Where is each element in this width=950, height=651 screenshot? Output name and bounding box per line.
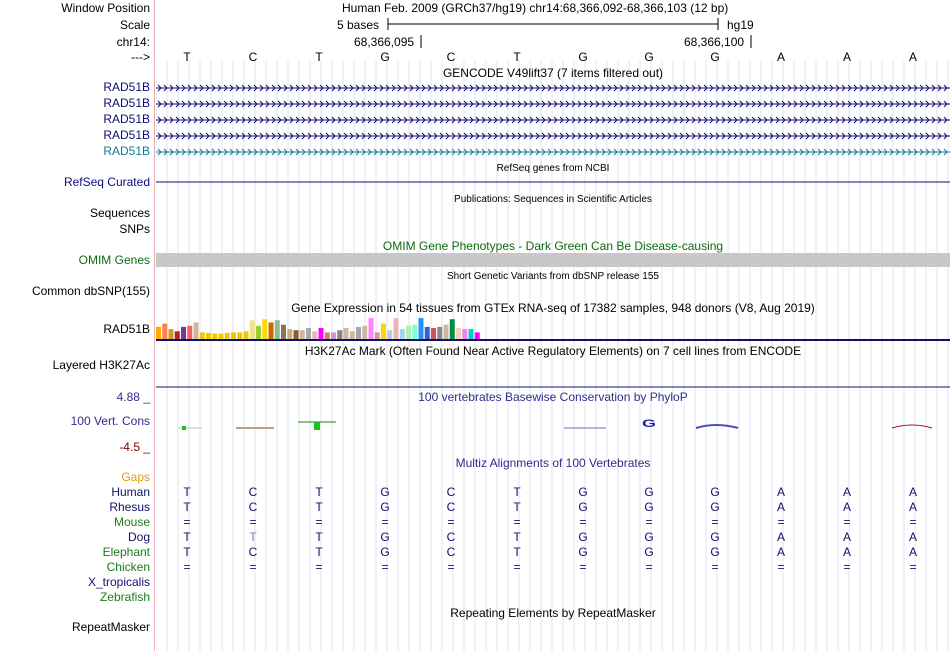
gtex-bar bbox=[356, 327, 361, 339]
alignment-base: T bbox=[513, 500, 521, 514]
gtex-bar bbox=[200, 332, 205, 339]
alignment-base: = bbox=[381, 515, 389, 529]
phylop-min-label: -4.5 _ bbox=[119, 440, 150, 454]
species-label[interactable]: Rhesus bbox=[109, 500, 150, 514]
gtex-bar bbox=[256, 326, 261, 339]
reference-base: A bbox=[776, 50, 785, 64]
gtex-bar bbox=[237, 332, 242, 339]
alignment-base: T bbox=[315, 485, 323, 499]
alignment-base: = bbox=[645, 515, 653, 529]
gtex-bar bbox=[219, 334, 224, 340]
gencode-transcript bbox=[156, 117, 950, 123]
alignment-base: = bbox=[513, 515, 521, 529]
alignment-base: A bbox=[908, 485, 917, 499]
dbsnp-label[interactable]: Common dbSNP(155) bbox=[31, 284, 150, 298]
alignment-base: T bbox=[315, 545, 323, 559]
gtex-bar bbox=[169, 329, 174, 339]
reference-base: T bbox=[513, 50, 521, 64]
alignment-base: T bbox=[183, 530, 191, 544]
alignment-base: G bbox=[578, 530, 588, 544]
gtex-bar bbox=[344, 328, 349, 339]
alignment-base: T bbox=[315, 530, 323, 544]
gtex-bar bbox=[362, 326, 367, 339]
track-image-area[interactable] bbox=[156, 0, 950, 651]
alignment-base: = bbox=[183, 515, 191, 529]
alignment-base: T bbox=[315, 500, 323, 514]
alignment-base: T bbox=[249, 530, 257, 544]
gencode-item-label[interactable]: RAD51B bbox=[103, 96, 150, 110]
gtex-bar bbox=[319, 328, 324, 339]
gtex-bar bbox=[450, 319, 455, 339]
gencode-transcript bbox=[156, 133, 950, 139]
alignment-base: G bbox=[710, 500, 720, 514]
gtex-bar bbox=[181, 327, 186, 339]
gtex-track-title: Gene Expression in 54 tissues from GTEx RNA-seq of 17382 samples, 948 donors (V8, Aug 2019) bbox=[291, 301, 815, 315]
refseq-track-title: RefSeq genes from NCBI bbox=[496, 163, 610, 174]
alignment-base: C bbox=[248, 485, 258, 499]
gencode-item-label[interactable]: RAD51B bbox=[103, 144, 150, 158]
gtex-bar bbox=[331, 332, 336, 339]
alignment-base: T bbox=[183, 485, 191, 499]
alignment-base: C bbox=[248, 545, 258, 559]
gencode-item-label[interactable]: RAD51B bbox=[103, 128, 150, 142]
repeatmasker-track-title: Repeating Elements by RepeatMasker bbox=[450, 606, 656, 620]
omim-genes-label[interactable]: OMIM Genes bbox=[78, 253, 150, 267]
gtex-bar bbox=[369, 318, 374, 339]
alignment-base: A bbox=[908, 500, 917, 514]
species-label[interactable]: Elephant bbox=[102, 545, 150, 559]
gtex-bar bbox=[381, 324, 386, 339]
gencode-transcript bbox=[156, 101, 950, 107]
reference-base: A bbox=[842, 50, 851, 64]
alignment-base: A bbox=[842, 530, 851, 544]
window-position-text: Human Feb. 2009 (GRCh37/hg19) chr14:68,366,092-68,366,103 (12 bp) bbox=[342, 1, 729, 15]
gtex-bar bbox=[325, 332, 330, 339]
gtex-bar bbox=[231, 332, 236, 339]
gtex-bar bbox=[250, 320, 255, 339]
alignment-base: G bbox=[644, 530, 654, 544]
gtex-bar bbox=[244, 331, 249, 339]
alignment-base: = bbox=[843, 560, 851, 574]
alignment-base: C bbox=[248, 500, 258, 514]
alignment-base: = bbox=[513, 560, 521, 574]
phylop-max-label: 4.88 _ bbox=[116, 390, 150, 404]
alignment-base: = bbox=[909, 515, 917, 529]
gtex-gene-label[interactable]: RAD51B bbox=[103, 322, 150, 336]
alignment-base: G bbox=[710, 485, 720, 499]
alignment-base: C bbox=[446, 485, 456, 499]
species-label[interactable]: Mouse bbox=[113, 515, 150, 529]
alignment-base: = bbox=[711, 515, 719, 529]
reference-base: G bbox=[710, 50, 720, 64]
alignment-base: G bbox=[380, 500, 390, 514]
alignment-base: G bbox=[380, 545, 390, 559]
alignment-base: = bbox=[315, 560, 323, 574]
window-position-label: Window Position bbox=[61, 1, 150, 15]
alignment-base: = bbox=[315, 515, 323, 529]
alignment-base: A bbox=[776, 485, 785, 499]
gtex-bar bbox=[187, 326, 192, 339]
alignment-base: C bbox=[446, 530, 456, 544]
reference-base: A bbox=[908, 50, 917, 64]
gtex-bar bbox=[425, 327, 430, 339]
alignment-base: T bbox=[513, 545, 521, 559]
scale-text: 5 bases bbox=[337, 18, 380, 32]
gtex-bar bbox=[269, 323, 274, 340]
alignment-base: = bbox=[183, 560, 191, 574]
alignment-base: G bbox=[644, 485, 654, 499]
h3k27ac-baseline bbox=[156, 385, 950, 389]
gtex-bar bbox=[212, 334, 217, 340]
alignment-base: = bbox=[909, 560, 917, 574]
species-label[interactable]: X_tropicalis bbox=[87, 575, 150, 589]
gtex-bar bbox=[475, 332, 480, 339]
gaps-label: Gaps bbox=[121, 470, 150, 484]
gtex-bar bbox=[431, 328, 436, 339]
alignment-base: G bbox=[644, 500, 654, 514]
repeatmasker-label[interactable]: RepeatMasker bbox=[71, 620, 150, 634]
chrom-label: chr14: bbox=[116, 35, 150, 49]
gtex-bar bbox=[156, 327, 161, 339]
reference-base: G bbox=[578, 50, 588, 64]
phylop-logo-g: G bbox=[641, 418, 657, 430]
species-label[interactable]: Zebrafish bbox=[99, 590, 150, 604]
alignment-base: = bbox=[447, 515, 455, 529]
gtex-bar bbox=[375, 332, 380, 339]
refseq-curated-label[interactable]: RefSeq Curated bbox=[63, 175, 150, 189]
alignment-base: = bbox=[645, 560, 653, 574]
h3k27ac-label[interactable]: Layered H3K27Ac bbox=[52, 358, 150, 372]
alignment-base: G bbox=[578, 485, 588, 499]
assembly-text: hg19 bbox=[727, 18, 754, 32]
reference-base: C bbox=[248, 50, 258, 64]
alignment-base: A bbox=[908, 545, 917, 559]
phylop-mark bbox=[314, 422, 320, 430]
gtex-bar bbox=[225, 333, 230, 339]
alignment-base: T bbox=[183, 500, 191, 514]
gencode-item-label[interactable]: RAD51B bbox=[103, 112, 150, 126]
h3k27ac-track-title: H3K27Ac Mark (Often Found Near Active Regulatory Elements) on 7 cell lines from ENCODE bbox=[304, 344, 802, 358]
phylop-mark bbox=[182, 426, 186, 430]
alignment-base: = bbox=[579, 560, 587, 574]
gtex-bar bbox=[400, 329, 405, 339]
alignment-base: A bbox=[776, 500, 785, 514]
gtex-bar bbox=[394, 318, 399, 339]
strand-label: ---> bbox=[131, 50, 150, 64]
phylop-track-label[interactable]: 100 Vert. Cons bbox=[70, 414, 150, 428]
gtex-bar bbox=[162, 324, 167, 339]
refseq-transcript[interactable] bbox=[156, 177, 950, 187]
gtex-bar bbox=[406, 326, 411, 339]
coord-left-text: 68,366,095 bbox=[354, 35, 415, 49]
gtex-bar bbox=[337, 330, 342, 339]
publications-track-title: Publications: Sequences in Scientific Articles bbox=[454, 194, 652, 205]
alignment-base: = bbox=[579, 515, 587, 529]
gtex-bar bbox=[262, 319, 267, 339]
phylop-track-title: 100 vertebrates Basewise Conservation by PhyloP bbox=[418, 390, 688, 404]
gencode-transcript bbox=[156, 149, 950, 155]
gtex-bar bbox=[275, 320, 280, 339]
alignment-base: G bbox=[644, 545, 654, 559]
alignment-base: A bbox=[908, 530, 917, 544]
gtex-bar bbox=[294, 330, 299, 339]
alignment-base: G bbox=[710, 530, 720, 544]
alignment-base: = bbox=[711, 560, 719, 574]
alignment-base: T bbox=[513, 485, 521, 499]
gtex-bar bbox=[194, 323, 199, 340]
phylop-signal[interactable] bbox=[156, 410, 950, 450]
alignment-base: G bbox=[380, 485, 390, 499]
alignment-base: A bbox=[776, 545, 785, 559]
gtex-bar bbox=[412, 325, 417, 339]
gtex-bar bbox=[287, 329, 292, 339]
species-label[interactable]: Dog bbox=[127, 530, 150, 544]
alignment-base: = bbox=[381, 560, 389, 574]
alignment-base: G bbox=[578, 500, 588, 514]
phylop-mark bbox=[892, 425, 932, 428]
alignment-base: A bbox=[842, 485, 851, 499]
gtex-bar bbox=[456, 328, 461, 339]
gtex-bar bbox=[350, 331, 355, 339]
multiz-track-title: Multiz Alignments of 100 Vertebrates bbox=[455, 456, 651, 470]
gencode-track-title: GENCODE V49lift37 (7 items filtered out) bbox=[442, 66, 664, 80]
gtex-bar bbox=[206, 333, 211, 339]
alignment-base: A bbox=[842, 545, 851, 559]
gtex-bar bbox=[437, 327, 442, 339]
alignment-base: = bbox=[447, 560, 455, 574]
alignment-base: C bbox=[446, 545, 456, 559]
snps-label[interactable]: SNPs bbox=[119, 222, 150, 236]
track-label-column bbox=[0, 0, 155, 651]
dbsnp-track-title: Short Genetic Variants from dbSNP release 155 bbox=[447, 271, 659, 282]
reference-base: T bbox=[315, 50, 323, 64]
alignment-base: G bbox=[380, 530, 390, 544]
gtex-bar bbox=[312, 331, 317, 339]
gtex-bar bbox=[462, 329, 467, 339]
gtex-expression-bars[interactable] bbox=[156, 317, 950, 341]
gtex-bar bbox=[281, 325, 286, 339]
sequences-label[interactable]: Sequences bbox=[89, 206, 150, 220]
reference-base: C bbox=[446, 50, 456, 64]
gencode-item-label[interactable]: RAD51B bbox=[103, 80, 150, 94]
gtex-bar bbox=[469, 329, 474, 339]
gtex-bar bbox=[419, 318, 424, 339]
alignment-base: C bbox=[446, 500, 456, 514]
gtex-bar bbox=[444, 325, 449, 339]
gencode-transcript bbox=[156, 85, 950, 91]
alignment-base: = bbox=[249, 515, 257, 529]
alignment-base: G bbox=[710, 545, 720, 559]
species-label[interactable]: Human bbox=[111, 485, 150, 499]
alignment-base: A bbox=[776, 530, 785, 544]
ruler bbox=[156, 0, 950, 70]
alignment-base: T bbox=[513, 530, 521, 544]
scale-label: Scale bbox=[119, 18, 150, 32]
alignment-base: = bbox=[777, 515, 785, 529]
alignment-base: A bbox=[842, 500, 851, 514]
gtex-bar bbox=[175, 331, 180, 339]
alignment-base: G bbox=[578, 545, 588, 559]
omim-gene-bar[interactable] bbox=[156, 253, 950, 267]
alignment-base: T bbox=[183, 545, 191, 559]
gtex-bar bbox=[306, 328, 311, 339]
gtex-bar bbox=[300, 330, 305, 339]
omim-track-title: OMIM Gene Phenotypes - Dark Green Can Be Disease-causing bbox=[382, 239, 724, 253]
alignment-base: = bbox=[777, 560, 785, 574]
gtex-bar bbox=[387, 330, 392, 339]
species-label[interactable]: Chicken bbox=[106, 560, 150, 574]
alignment-base: = bbox=[249, 560, 257, 574]
gencode-transcripts[interactable] bbox=[156, 80, 950, 160]
coord-right-text: 68,366,100 bbox=[684, 35, 745, 49]
reference-base: T bbox=[183, 50, 191, 64]
reference-base: G bbox=[644, 50, 654, 64]
phylop-mark bbox=[696, 425, 738, 428]
alignment-base: = bbox=[843, 515, 851, 529]
reference-base: G bbox=[380, 50, 390, 64]
